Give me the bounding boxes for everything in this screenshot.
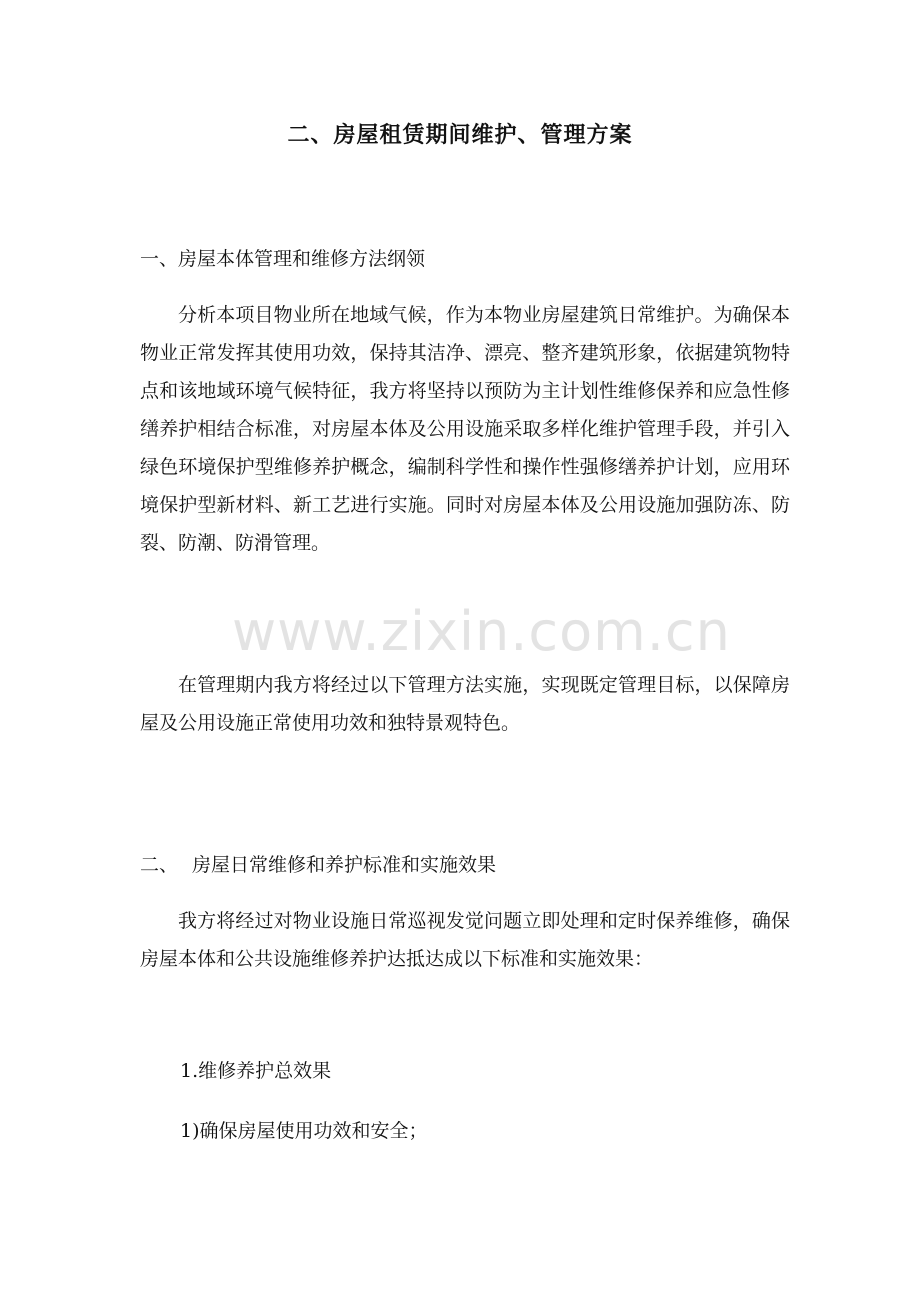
section2-heading-text: 房屋日常维修和养护标准和实施效果	[192, 854, 497, 876]
section2-item1-1: 1)确保房屋使用功效和安全；	[180, 1120, 428, 1142]
section1-paragraph1: 分析本项目物业所在地域气候，作为本物业房屋建筑日常维护。为确保本物业正常发挥其使用功效，保持其洁净、漂亮、整齐建筑形象，依据建筑物特点和该地域环境气候特征，我方将坚持以预防为主计划性维修保养和应急性修缮养护相结合标准，对房屋本体及公用设施采取多样化维护管理手段，并引入绿色环境保护型维修养护概念，编制科学性和操作性强修缮养护计划，应用环境保护型新材料、新工艺进行实施。同时对房屋本体及公用设施加强防冻、防裂、防潮、防滑管理。	[140, 304, 790, 554]
section2-heading	[140, 850, 496, 877]
document-title: 二、房屋租赁期间维护、管理方案	[287, 122, 633, 148]
section2-heading-number: 二、	[140, 854, 179, 876]
section2-paragraph1: 我方将经过对物业设施日常巡视发觉问题立即处理和定时保养维修，确保房屋本体和公共设施维修养护达抵达成以下标准和实施效果：	[140, 910, 790, 970]
section2-item1: 1.维修养护总效果	[180, 1060, 332, 1082]
section1-paragraph2: 在管理期内我方将经过以下管理方法实施，实现既定管理目标，以保障房屋及公用设施正常使用功效和独特景观特色。	[140, 674, 790, 734]
section1-heading: 一、房屋本体管理和维修方法纲领	[140, 248, 426, 270]
watermark: www.zixin.com.cn	[232, 600, 731, 663]
